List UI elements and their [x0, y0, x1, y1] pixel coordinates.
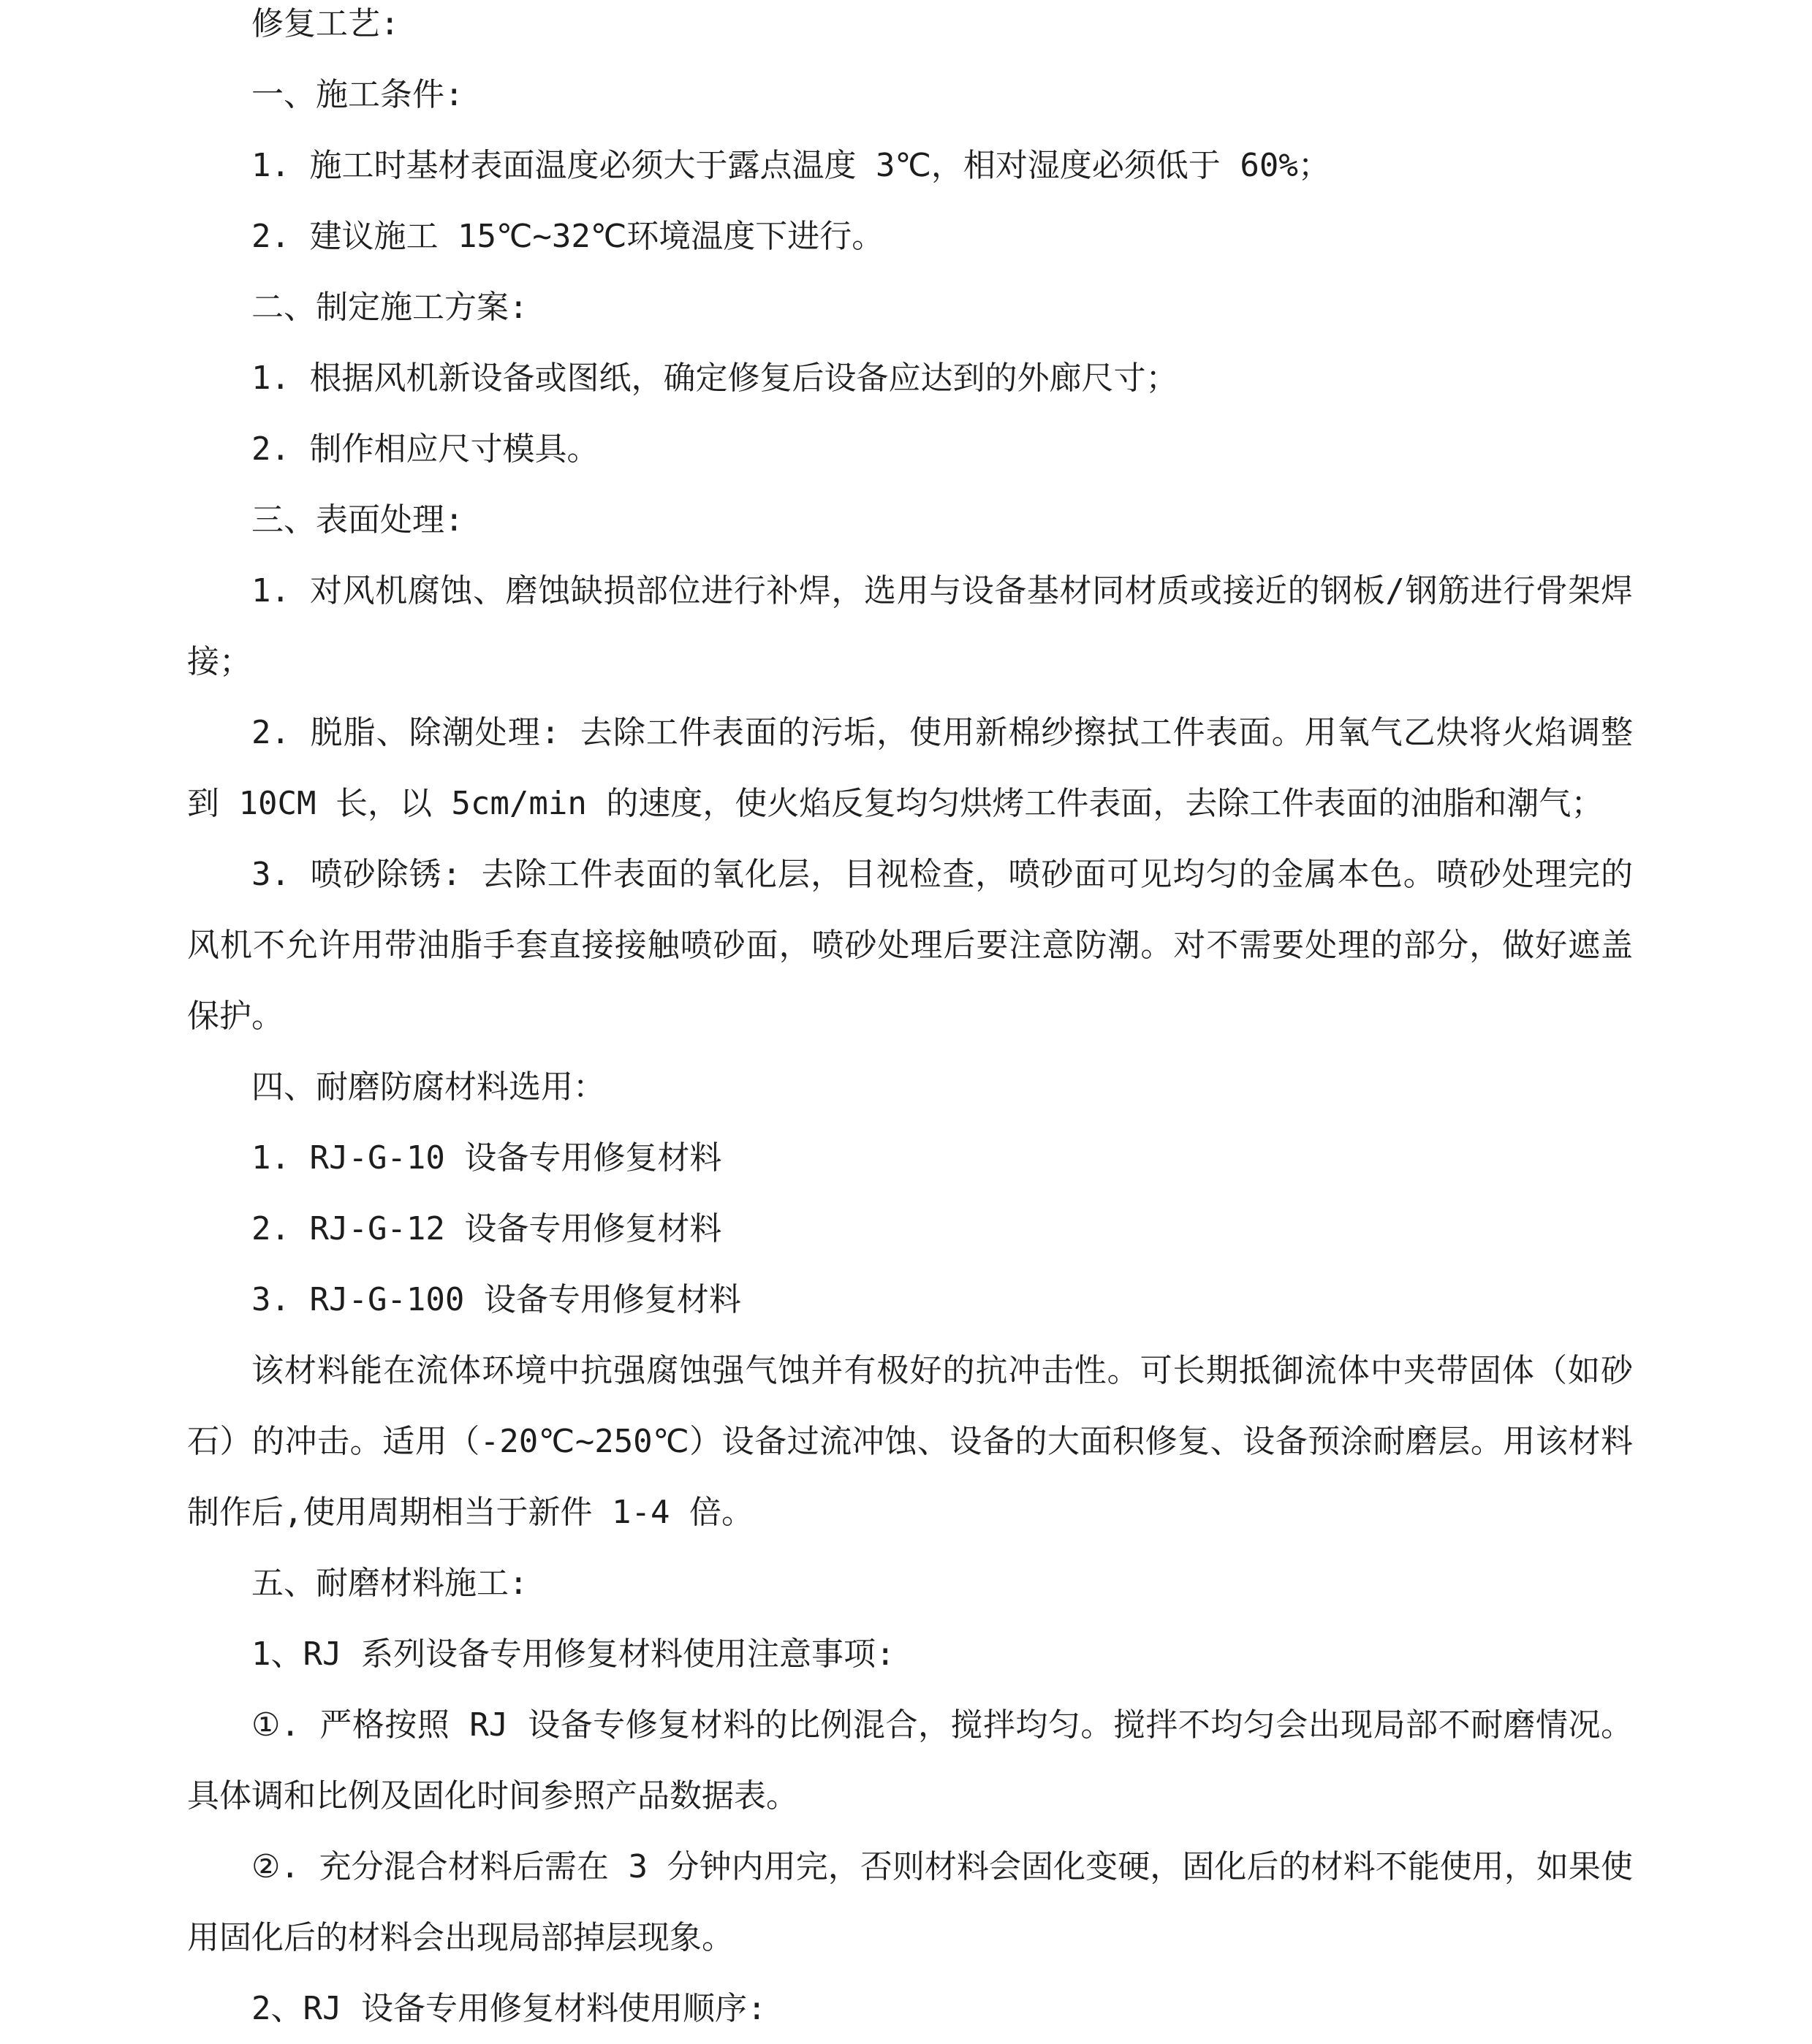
section-5-item-1-note-2: ②. 充分混合材料后需在 3 分钟内用完，否则材料会固化变硬，固化后的材料不能使用，如果使用固化后的材料会出现局部掉层现象。	[187, 1848, 1633, 1956]
section-4-item-3: 3. RJ-G-100 设备专用修复材料	[251, 1281, 741, 1318]
section-3-item-3: 3. 喷砂除锈: 去除工件表面的氧化层，目视检查，喷砂面可见均匀的金属本色。喷砂处理完的风机不允许用带油脂手套直接接触喷砂面，喷砂处理后要注意防潮。对不需要处理的部分，做好遮盖保护。	[187, 856, 1633, 1035]
section-2-item-1: 1. 根据风机新设备或图纸，确定修复后设备应达到的外廊尺寸；	[251, 360, 1178, 397]
section-4-heading: 四、耐磨防腐材料选用：	[251, 1068, 605, 1106]
document-body	[187, 0, 1633, 2044]
section-5-item-1: 1、RJ 系列设备专用修复材料使用注意事项:	[251, 1635, 895, 1673]
section-3-heading: 三、表面处理:	[251, 501, 464, 539]
section-2-item-2: 2. 制作相应尺寸模具。	[251, 430, 599, 468]
section-5-heading: 五、耐磨材料施工:	[251, 1565, 528, 1602]
doc-title: 修复工艺:	[251, 5, 400, 42]
section-3-item-2: 2. 脱脂、除潮处理: 去除工件表面的污垢，使用新棉纱擦拭工件表面。用氧气乙炔将火焰调整到 10CM 长，以 5cm/min 的速度，使火焰反复均匀烘烤工件表面，去除工件表面的油脂和潮气；	[187, 714, 1633, 822]
section-2-heading: 二、制定施工方案:	[251, 289, 528, 326]
section-1-heading: 一、施工条件:	[251, 76, 464, 113]
section-1-item-1: 1. 施工时基材表面温度必须大于露点温度 3℃，相对湿度必须低于 60%；	[251, 147, 1330, 184]
section-4-item-2: 2. RJ-G-12 设备专用修复材料	[251, 1210, 722, 1247]
section-4-material-description: 该材料能在流体环境中抗强腐蚀强气蚀并有极好的抗冲击性。可长期抵御流体中夹带固体（如砂石）的冲击。适用（-20℃~250℃）设备过流冲蚀、设备的大面积修复、设备预涂耐磨层。用该材料制作后,使用周期相当于新件 1-4 倍。	[187, 1352, 1633, 1531]
section-4-item-1: 1. RJ-G-10 设备专用修复材料	[251, 1139, 722, 1177]
section-1-item-2: 2. 建议施工 15℃~32℃环境温度下进行。	[251, 218, 884, 255]
section-5-item-1-note-1: ①. 严格按照 RJ 设备专修复材料的比例混合，搅拌均匀。搅拌不均匀会出现局部不耐磨情况。具体调和比例及固化时间参照产品数据表。	[187, 1706, 1633, 1815]
section-5-item-2: 2、RJ 设备专用修复材料使用顺序:	[251, 1990, 767, 2027]
section-3-item-1: 1. 对风机腐蚀、磨蚀缺损部位进行补焊，选用与设备基材同材质或接近的钢板/钢筋进行骨架焊接；	[187, 572, 1633, 680]
